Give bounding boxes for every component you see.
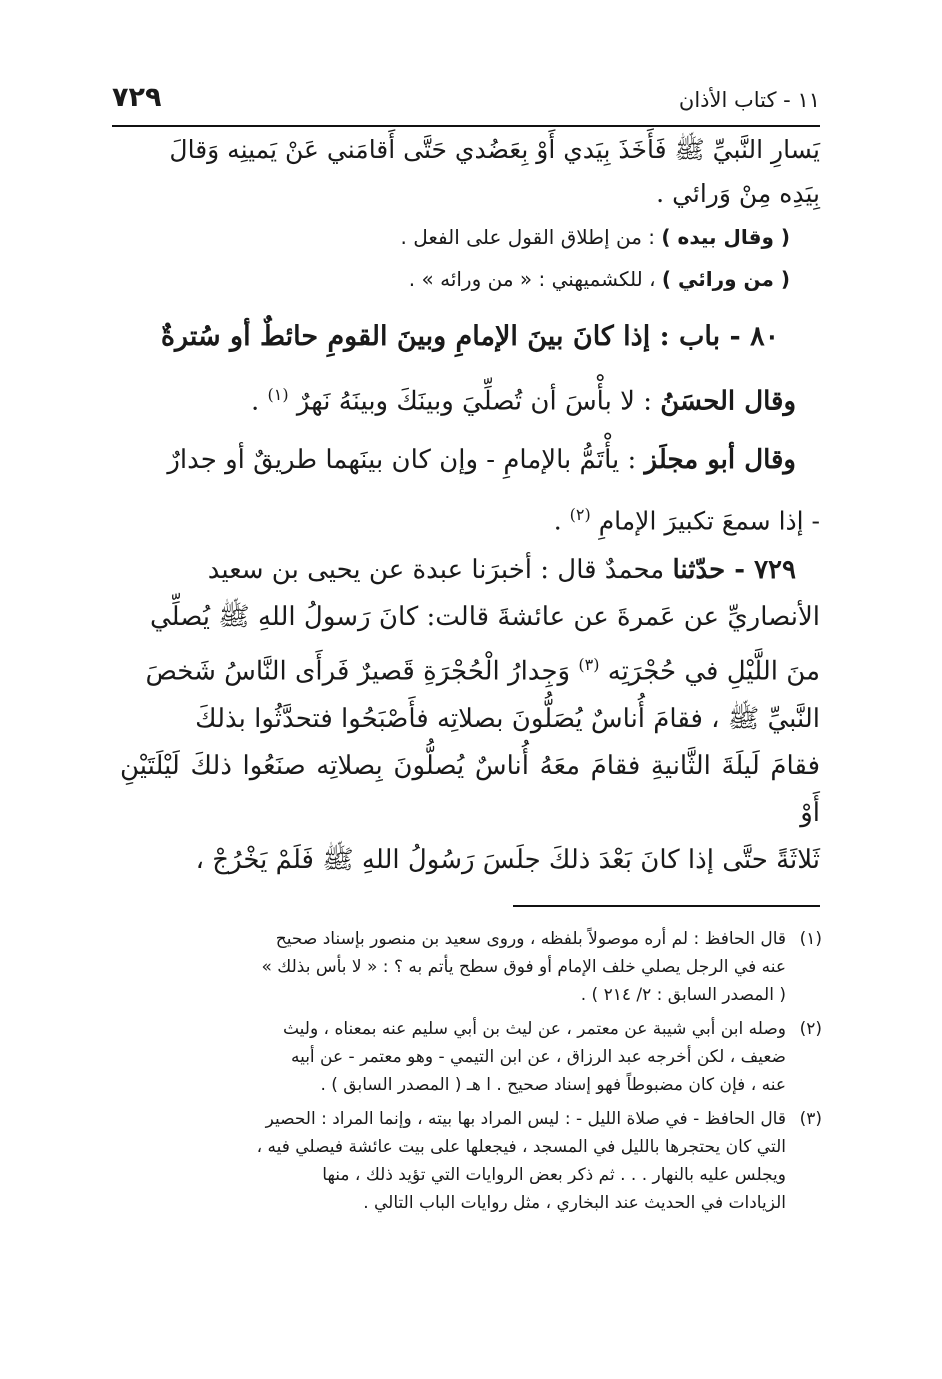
hadith-line [120, 547, 820, 594]
footnote-line: عنه في الرجل يصلي خلف الإمام أو فوق سطح يأتم به ؟ : « لا بأس بذلك » [261, 957, 786, 977]
footnote-line: ضعيف ، لكن أخرجه عبد الرزاق ، عن ابن التيمي - وهو معتمر - عن أبيه [290, 1047, 786, 1067]
footnote-line: قال الحافظ : لم أره موصولاً بلفظه ، وروى سعيد بن منصور بإسناد صحيح [275, 929, 786, 949]
footnote-line: وصله ابن أبي شيبة عن معتمر ، عن ليث بن أبي سليم عنه بمعناه ، وليث [282, 1019, 786, 1039]
footnote [118, 1105, 822, 1217]
hadith-number: ٧٢٩ - حدّثنا [672, 554, 796, 585]
footnote-number: (١) [799, 929, 822, 949]
hadith-line: ثَلاثَةً حتَّى إذا كانَ بَعْدَ ذلكَ جلَسَ رَسُولُ اللهِ ﷺ فَلَمْ يَخْرُجْ ، [195, 844, 820, 875]
footnotes [118, 925, 822, 1223]
running-header [112, 82, 820, 122]
narration-text: : يأْتَمُّ بالإمامِ - وإن كان بينَهما طريقٌ أو جدارٌ [167, 444, 645, 475]
note-term: ( وقال بيده ) [661, 225, 790, 249]
footnote-line: التي كان يحتجرها بالليل في المسجد ، فيجعلها على بيت عائشة فيصلي فيه ، [256, 1137, 786, 1157]
footnote-line: ويجلس عليه بالنهار . . . ثم ذكر بعض الروايات التي تؤيد ذلك ، منها [322, 1165, 786, 1185]
hadith-line: الأنصاريِّ عن عَمرةَ عن عائشةَ قالت: كانَ رَسولُ اللهِ ﷺ يُصلِّي [149, 601, 820, 632]
main-text [120, 128, 820, 884]
commentary-note [120, 216, 820, 258]
hadith-line [120, 641, 820, 696]
narration-hasan [120, 366, 820, 431]
continuation-line: يَسارِ النَّبيِّ ﷺ فَأَخَذَ بِيَدي أَوْ بِعَضُدي حَتَّى أَقامَني عَنْ يَمينِه وَقالَ [169, 135, 820, 164]
footnote-separator [513, 905, 820, 907]
footnote-line: عنه ، فإن كان مضبوطاً فهو إسناد صحيح . ا هـ ( المصدر السابق ) . [320, 1075, 786, 1095]
narrator-name: وقال أبو مجلَز [644, 444, 796, 475]
hadith-line: النَّبيِّ ﷺ ، فقامَ أُناسٌ يُصَلُّونَ بصلاتِه فأَصْبَحُوا فتحدَّثُوا بذلكَ [195, 703, 820, 734]
note-text: : من إطلاق القول على الفعل . [400, 225, 662, 249]
footnote [118, 1015, 822, 1099]
narration-text: . [553, 505, 570, 535]
narration-mijlaz [120, 431, 820, 489]
commentary-note [120, 258, 820, 300]
hadith-line: فقامَ لَيلَةَ الثَّانيةِ فقامَ معَهُ أُناسٌ يُصلُّونَ بِصلاتِه صنَعُوا ذلكَ لَيْلَتَيْنِ أَوْ [120, 750, 820, 828]
narration-text: : لا بأْسَ أن تُصلِّيَ وبينَكَ وبينَهُ نَهرٌ [288, 386, 661, 417]
footnote-ref: (٢) [569, 504, 591, 524]
page-number: ٧٢٩ [112, 82, 162, 113]
footnote-ref: (١) [267, 385, 289, 404]
footnote-line: الزيادات في الحديث عند البخاري ، مثل روايات الباب التالي . [363, 1193, 786, 1213]
footnote-number: (٣) [799, 1109, 822, 1129]
narrator-name: وقال الحسَنُ [660, 386, 796, 417]
footnote-ref: (٣) [578, 654, 600, 674]
chapter-heading: ٨٠ - باب : إذا كانَ بينَ الإمامِ وبينَ القومِ حائطٌ أو سُترةٌ [160, 321, 780, 352]
narration-text: . [250, 386, 268, 417]
note-term: ( من ورائي ) [661, 267, 790, 291]
footnote [118, 925, 822, 1009]
note-text: ، للكشميهني : « من ورائه » . [408, 267, 662, 291]
chapter-title: ١١ - كتاب الأذان [678, 88, 820, 112]
header-rule [112, 125, 820, 127]
narration-mijlaz-cont [120, 489, 820, 547]
continuation-line: بِيَدِه مِنْ وَرائي . [656, 179, 820, 208]
hadith-text: منَ اللَّيْلِ في حُجْرَتِه [599, 656, 820, 687]
narration-text: - إذا سمعَ تكبيرَ الإمامِ [590, 505, 820, 535]
footnote-number: (٢) [799, 1019, 822, 1039]
hadith-text: محمدٌ قال : أخبرَنا عبدة عن يحيى بن سعيد [207, 554, 673, 585]
footnote-line: قال الحافظ - في صلاة الليل - : ليس المراد بها بيته ، وإنما المراد : الحصير [265, 1109, 786, 1129]
footnote-line: ( المصدر السابق : ٢/ ٢١٤ ) . [580, 985, 786, 1005]
hadith-text: وَجِدارُ الْحُجْرَةِ قَصيرٌ فَرأَى النَّاسُ شَخصَ [145, 656, 579, 687]
